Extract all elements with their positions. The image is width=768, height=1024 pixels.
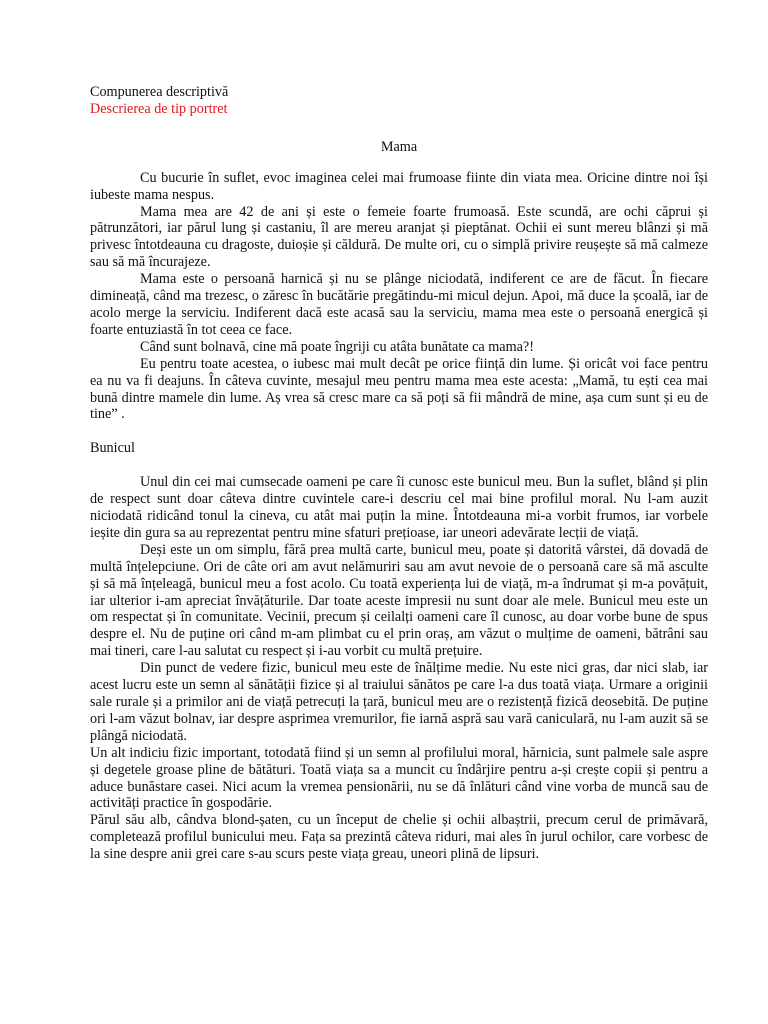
bunicul-paragraph: Unul din cei mai cumsecade oameni pe care îi cunosc este bunicul meu. Bun la suflet, blând și plin de respect sunt doar câteva dintre cuvintele care-i descriu cel mai bine profilul moral. Nu l-am auzit niciodată ridicând tonul la cineva, cu atât mai puțin la mine. Întotdeauna mi-a vorbit frumos, iar vorbele ieșite din gura sa au reprezentat pentru mine sfaturi prețioase, iar uneori adevărate lecții de viață. [90, 474, 708, 541]
section-heading-bunicul: Bunicul [90, 440, 135, 457]
spacer [90, 156, 708, 170]
spacer [90, 457, 708, 474]
bunicul-paragraph: Părul său alb, cândva blond-șaten, cu un început de chelie și ochii albaștrii, precum cerul de primăvară, completează profilul bunicului meu. Fața sa prezintă câteva riduri, mai ales în jurul ochilor, care vorbesc de la sine despre anii grei care s-au scurs peste viața greau, uneori plină de lipsuri. [90, 812, 708, 863]
mama-paragraph: Mama este o persoană harnică și nu se plânge niciodată, indiferent ce are de făcut. În fiecare dimineață, când ma trezesc, o zăresc în bucătărie pregătindu-mi micul dejun. Apoi, mă duce la școală, iar de acolo merge la serviciu. Indiferent dacă este acasă sau la serviciu, mama mea este o persoană energică și foarte entuziastă în tot ceea ce face. [90, 271, 708, 338]
spacer [90, 423, 708, 440]
bunicul-paragraph: Un alt indiciu fizic important, totodată fiind și un semn al profilului moral, hărnicia, sunt palmele sale aspre și degetele groase pline de bătături. Toată viața sa a muncit cu îndârjire pentru a-și crește copii și pentru a aduce bunăstare casei. Nici acum la vremea pensionării, nu se dă înlături când vine vorba de muncă sau de activități practice în gospodărie. [90, 744, 708, 812]
mama-paragraph: Cu bucurie în suflet, evoc imaginea celei mai frumoase fiinte din viata mea. Oricine dintre noi își iubeste mama nespus. [90, 169, 708, 203]
document-subtitle: Descrierea de tip portret [90, 100, 228, 117]
bunicul-paragraph: Din punct de vedere fizic, bunicul meu este de înălțime medie. Nu este nici gras, dar nici slab, iar acest lucru este un semn al sănătății fizice și al traiului sănătos pe care l-a dus toată viața. Urmare a originii sale rurale și a primilor ani de viață petrecuți la țară, bunicul meu are o rezistență fizică deosebită. De puține ori l-am văzut bolnav, iar despre asprimea vremurilor, fie iarnă aspră sau vară caniculară, nu l-am auzit să se plângă niciodată. [90, 660, 708, 744]
mama-paragraph: Când sunt bolnavă, cine mă poate îngriji cu atâta bunătate ca mama?! [140, 338, 534, 355]
bunicul-paragraph: Deși este un om simplu, fără prea multă carte, bunicul meu, poate și datorită vârstei, dă dovadă de multă înțelepciune. Ori de câte ori am avut nelămuriri sau am avut nevoie de o persoană care să mă asculte și să mă înțeleagă, bunicul meu a fost acolo. Cu toată experiența lui de viață, m-a îndrumat și m-a povățuit, iar ulterior i-am apreciat învățăturile. Dar toate aceste impresii nu sunt doar ale mele. Bunicul meu este un om respectat și în comunitate. Vecinii, precum și ceilalți oameni care îl cunosc, au doar vorbe bune de spus despre el. Nu de puține ori când m-am plimbat cu el prin oraș, am văzut o mulțime de oameni, bătrâni sau mai tineri, care l-au salutat cu respect și i-au vorbit cu multă prețuire. [90, 541, 708, 660]
document-title: Compunerea descriptivă [90, 84, 229, 100]
mama-paragraph: Mama mea are 42 de ani și este o femeie foarte frumoasă. Este scundă, are ochi căprui și pătrunzători, iar părul lung și castaniu, îl are mereu aranjat și pieptănat. Ochii ei sunt mereu blânzi și mă privesc întotdeauna cu dragoste, duioșie și căldură. De multe ori, cu o simplă privire reușește să mă calmeze sau să mă încurajeze. [90, 203, 708, 271]
section-heading-mama: Mama [380, 138, 418, 155]
spacer [90, 118, 708, 139]
mama-paragraph: Eu pentru toate acestea, o iubesc mai mult decât pe orice ființă din lume. Și oricât voi face pentru ea nu va fi deajuns. În câteva cuvinte, mesajul meu pentru mama mea este acesta: „Mamă, tu ești cea mai bună dintre mamele din lume. Aș vrea să cresc mare ca să poți să fii mândră de mine, așa cum sunt și eu de tine” . [90, 355, 708, 423]
document-page [90, 84, 708, 863]
